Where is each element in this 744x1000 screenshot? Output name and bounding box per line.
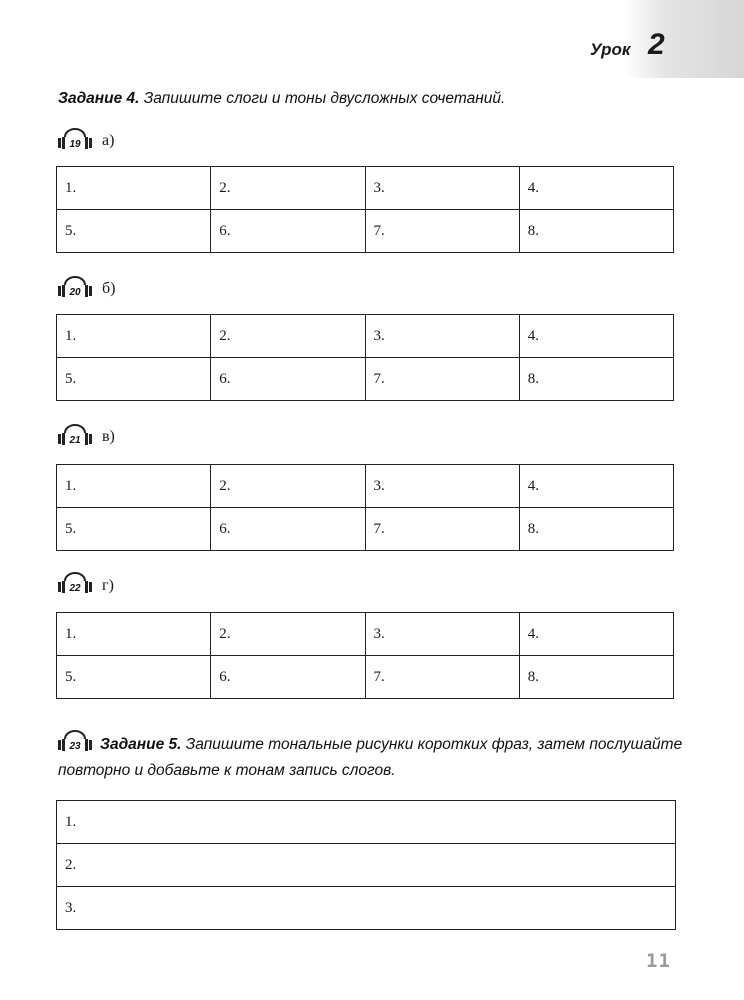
headphones-icon[interactable] — [56, 424, 94, 450]
answer-cell[interactable]: 8. — [519, 508, 673, 551]
track-number: 22 — [69, 583, 81, 594]
answer-cell[interactable]: 3. — [365, 613, 519, 656]
answer-cell[interactable]: 2. — [211, 315, 365, 358]
answer-cell[interactable]: 2. — [211, 167, 365, 210]
answer-cell[interactable]: 8. — [519, 358, 673, 401]
answer-cell[interactable]: 7. — [365, 358, 519, 401]
answer-cell[interactable]: 8. — [519, 656, 673, 699]
answer-cell[interactable]: 4. — [519, 167, 673, 210]
track-number: 20 — [69, 287, 81, 298]
answer-cell[interactable]: 1. — [57, 167, 211, 210]
answer-cell[interactable]: 6. — [211, 210, 365, 253]
answer-cell[interactable]: 1. — [57, 465, 211, 508]
task5-title-bold: Задание 5. — [100, 736, 182, 753]
answer-grid — [56, 464, 674, 551]
answer-cell[interactable]: 7. — [365, 656, 519, 699]
answer-cell[interactable]: 1. — [57, 613, 211, 656]
task5-title — [100, 736, 682, 754]
answer-lines — [56, 800, 676, 930]
track-number: 21 — [69, 435, 81, 446]
headphones-icon[interactable] — [56, 730, 94, 756]
answer-cell[interactable]: 5. — [57, 508, 211, 551]
task5-title-text: Запишите тональные рисунки коротких фраз, затем послушайте — [181, 736, 683, 753]
section-label: в) — [102, 428, 115, 445]
answer-line[interactable]: 3. — [57, 887, 676, 930]
task4-title-bold: Задание 4. — [58, 90, 140, 107]
lesson-tab — [624, 0, 744, 78]
answer-cell[interactable]: 3. — [365, 167, 519, 210]
task5-title-line2: повторно и добавьте к тонам запись слогов. — [58, 762, 396, 779]
track-number: 23 — [69, 741, 81, 752]
answer-cell[interactable]: 4. — [519, 315, 673, 358]
answer-cell[interactable]: 6. — [211, 508, 365, 551]
answer-cell[interactable]: 6. — [211, 358, 365, 401]
answer-grid — [56, 166, 674, 253]
headphones-icon[interactable] — [56, 276, 94, 302]
page-number: 11 — [646, 950, 671, 972]
track-number: 19 — [69, 139, 81, 150]
answer-cell[interactable]: 5. — [57, 358, 211, 401]
section-label: г) — [102, 577, 114, 594]
answer-cell[interactable]: 2. — [211, 613, 365, 656]
section-label: б) — [102, 280, 116, 297]
answer-cell[interactable]: 3. — [365, 315, 519, 358]
answer-cell[interactable]: 6. — [211, 656, 365, 699]
answer-cell[interactable]: 2. — [211, 465, 365, 508]
answer-cell[interactable]: 4. — [519, 465, 673, 508]
answer-cell[interactable]: 8. — [519, 210, 673, 253]
answer-line[interactable]: 2. — [57, 844, 676, 887]
headphones-icon[interactable] — [56, 128, 94, 154]
answer-cell[interactable]: 7. — [365, 210, 519, 253]
answer-cell[interactable]: 3. — [365, 465, 519, 508]
lesson-label: Урок — [590, 40, 631, 59]
answer-cell[interactable]: 5. — [57, 210, 211, 253]
task4-title — [58, 90, 505, 108]
answer-cell[interactable]: 7. — [365, 508, 519, 551]
headphones-icon[interactable] — [56, 572, 94, 598]
task4-title-text: Запишите слоги и тоны двусложных сочетаний. — [139, 90, 506, 107]
answer-grid — [56, 314, 674, 401]
answer-cell[interactable]: 1. — [57, 315, 211, 358]
answer-grid — [56, 612, 674, 699]
section-label: а) — [102, 132, 115, 149]
answer-line[interactable]: 1. — [57, 801, 676, 844]
lesson-number: 2 — [648, 28, 665, 61]
answer-cell[interactable]: 5. — [57, 656, 211, 699]
answer-cell[interactable]: 4. — [519, 613, 673, 656]
